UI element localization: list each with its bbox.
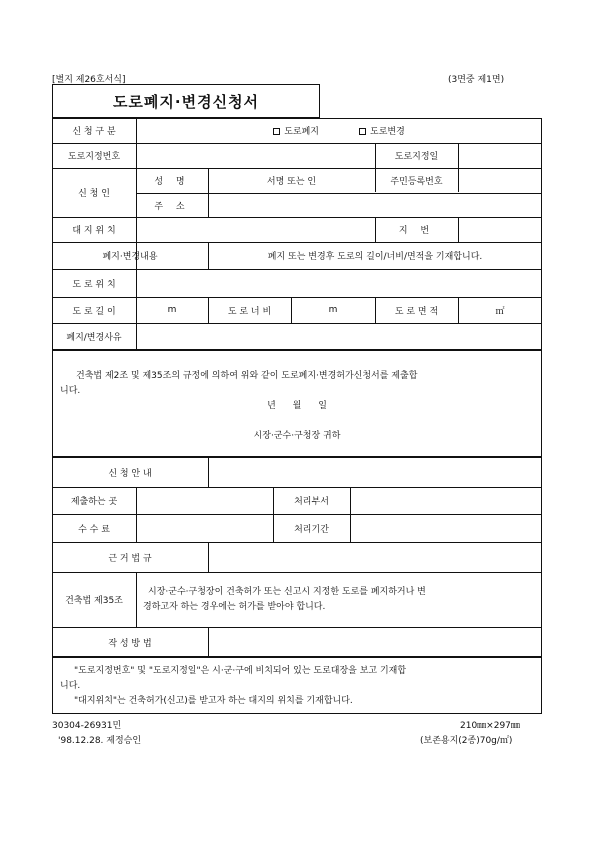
addressee: 시장·군수·구청장 귀하 bbox=[253, 430, 341, 441]
road-width-label: 도 로 너 비 bbox=[227, 306, 272, 317]
road-no-field[interactable] bbox=[136, 143, 375, 168]
site-field[interactable] bbox=[136, 217, 375, 242]
road-date-field[interactable] bbox=[458, 143, 542, 168]
method-line3: "대지위치"는 건축허가(신고)를 받고자 하는 대지의 위치를 기재합니다. bbox=[74, 696, 353, 706]
reason-label: 폐지/변경사유 bbox=[66, 333, 122, 343]
applicant-label: 신 청 인 bbox=[78, 189, 110, 199]
dept-label: 처리부서 bbox=[294, 497, 329, 507]
checkbox-icon[interactable] bbox=[273, 128, 280, 135]
road-location-label: 도 로 위 치 bbox=[72, 279, 116, 290]
declaration-date: 년 월 일 bbox=[267, 400, 327, 411]
method-heading: 작 성 방 법 bbox=[108, 638, 152, 649]
footer-code: 30304-26931민 bbox=[52, 721, 122, 731]
road-change-option[interactable]: 도로변경 bbox=[359, 124, 405, 137]
address-label: 주 소 bbox=[154, 201, 190, 212]
law-text-line1: 시장·군수·구청장이 건축허가 또는 신고시 지정한 도로를 폐지하거나 변 bbox=[148, 587, 426, 597]
road-width-field[interactable]: m bbox=[328, 305, 338, 315]
method-line2: 니다. bbox=[60, 681, 81, 691]
road-location-field[interactable] bbox=[136, 269, 542, 297]
road-area-field[interactable]: ㎡ bbox=[495, 306, 505, 317]
law-label: 건축법 제35조 bbox=[65, 596, 123, 606]
declaration-text-line1: 건축법 제2조 및 제35조의 규정에 의하여 위와 같이 도로폐지·변경허가신청서를 제출합 bbox=[76, 371, 418, 381]
type-label: 신 청 구 분 bbox=[72, 127, 116, 137]
content-note: 폐지 또는 변경후 도로의 길이/너비/면적을 기재합니다. bbox=[267, 252, 483, 262]
road-length-field[interactable]: m bbox=[167, 305, 177, 315]
lot-field[interactable] bbox=[458, 217, 542, 242]
footer-size: 210㎜×297㎜ bbox=[460, 721, 520, 731]
fee-label: 수 수 료 bbox=[78, 524, 110, 535]
lot-label: 지 번 bbox=[398, 226, 435, 236]
road-abolish-option[interactable]: 도로폐지 bbox=[273, 124, 319, 137]
page-info: (3면중 제1면) bbox=[448, 75, 505, 85]
road-date-label: 도로지정일 bbox=[394, 152, 439, 162]
declaration-text-line2: 니다. bbox=[60, 386, 81, 396]
period-label: 처리기간 bbox=[294, 524, 329, 535]
resident-no-field[interactable] bbox=[458, 168, 542, 193]
method-line1: "도로지정번호" 및 "도로지정일"은 시·군·구에 비치되어 있는 도로대장을 보고 기재합 bbox=[74, 666, 407, 676]
footer-approval: '98.12.28. 제정승인 bbox=[58, 736, 142, 746]
form-number: [별지 제26호서식] bbox=[52, 75, 126, 85]
legal-basis-heading: 근 거 법 규 bbox=[108, 553, 152, 564]
law-text-line2: 경하고자 하는 경우에는 허가를 받아야 합니다. bbox=[143, 602, 326, 612]
footer-paper: (보존용지(2종)70g/㎡) bbox=[420, 736, 513, 746]
site-label: 대 지 위 치 bbox=[72, 226, 116, 236]
reason-field[interactable] bbox=[136, 323, 542, 350]
road-no-label: 도로지정번호 bbox=[67, 152, 121, 162]
form-title: 도로폐지·변경신청서 bbox=[112, 92, 260, 111]
content-label: 폐지·변경내용 bbox=[102, 252, 158, 262]
road-length-label: 도 로 길 이 bbox=[72, 306, 116, 317]
road-area-label: 도 로 면 적 bbox=[394, 306, 439, 317]
resident-no-label: 주민등록번호 bbox=[390, 177, 443, 187]
guide-heading: 신 청 안 내 bbox=[108, 468, 152, 479]
address-field[interactable] bbox=[208, 193, 542, 217]
checkbox-icon[interactable] bbox=[359, 128, 366, 135]
submit-to-label: 제출하는 곳 bbox=[70, 497, 118, 507]
name-label: 성 명 bbox=[154, 177, 190, 187]
type-options bbox=[136, 118, 542, 143]
sign-field[interactable]: 서명 또는 인 bbox=[266, 177, 317, 187]
